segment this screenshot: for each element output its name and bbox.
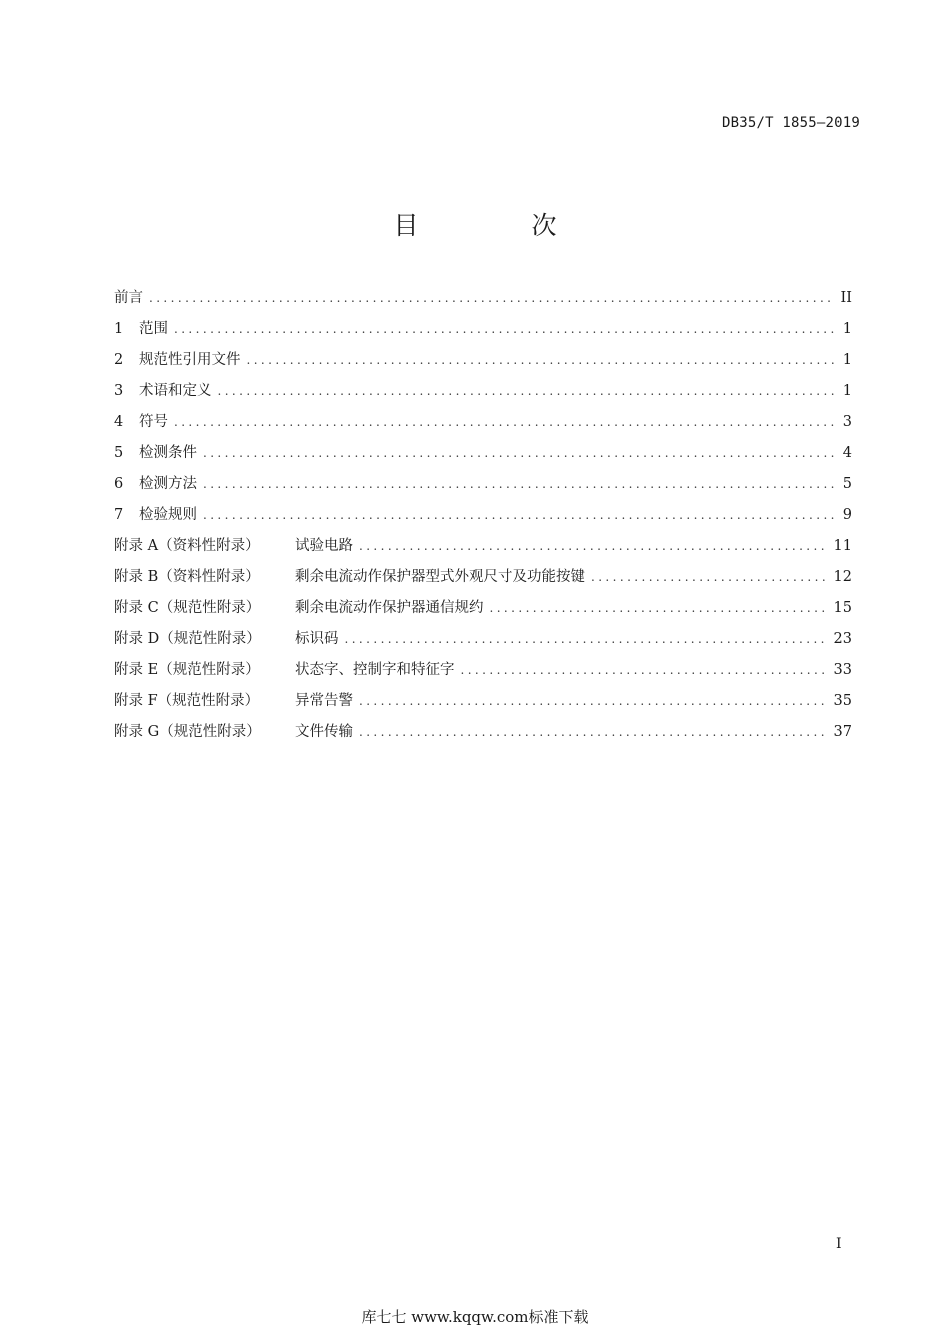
toc-entry-page: 11 (833, 538, 852, 554)
toc-leader-dots (218, 379, 835, 403)
toc-entry-title (114, 317, 168, 341)
toc-leader-dots (247, 348, 835, 372)
toc-entry-title (114, 410, 168, 434)
toc-entry-label: 剩余电流动作保护器通信规约 (295, 600, 484, 616)
toc-entry-title (114, 689, 353, 713)
page-number: I (836, 1236, 842, 1252)
toc-entry[interactable] (114, 534, 852, 565)
toc-entry-annex-prefix: 附录 G（规范性附录） (114, 724, 261, 740)
toc-entry-label: 剩余电流动作保护器型式外观尺寸及功能按键 (295, 569, 585, 585)
toc-entry[interactable] (114, 379, 852, 410)
toc-entry-page: 3 (842, 414, 852, 430)
toc-entry-page: II (840, 290, 852, 306)
toc-entry[interactable] (114, 565, 852, 596)
toc-entry-title (114, 596, 484, 620)
toc-entry-title (114, 348, 241, 372)
toc-entry-page: 9 (842, 507, 852, 523)
toc-entry-number: 1 (114, 321, 124, 337)
toc-entry-page: 15 (833, 600, 852, 616)
toc-entry-page: 12 (833, 569, 852, 585)
toc-entry[interactable] (114, 286, 852, 317)
toc-entry-title (114, 627, 339, 651)
toc-entry-label: 检验规则 (139, 507, 197, 523)
toc-entry-label: 术语和定义 (139, 383, 212, 399)
toc-entry-title (114, 441, 197, 465)
toc-entry[interactable] (114, 596, 852, 627)
toc-entry-number: 4 (114, 414, 124, 430)
toc-entry-title (114, 503, 197, 527)
toc-entry-label: 文件传输 (295, 724, 353, 740)
toc-entry-number: 3 (114, 383, 124, 399)
toc-entry-page: 1 (842, 383, 852, 399)
toc-leader-dots (591, 565, 826, 589)
toc-entry[interactable] (114, 441, 852, 472)
toc-entry-title (114, 286, 143, 310)
toc-entry-title (114, 565, 585, 589)
toc-entry-title (114, 534, 353, 558)
toc-leader-dots (203, 441, 834, 465)
toc-leader-dots (359, 689, 826, 713)
toc-entry-label: 状态字、控制字和特征字 (295, 662, 455, 678)
toc-entry-label: 规范性引用文件 (139, 352, 241, 368)
toc-leader-dots (149, 286, 833, 310)
toc-leader-dots (203, 472, 834, 496)
toc-leader-dots (359, 534, 826, 558)
toc-entry[interactable] (114, 503, 852, 534)
toc-entry-annex-prefix: 附录 E（规范性附录） (114, 662, 260, 678)
toc-entry[interactable] (114, 658, 852, 689)
toc-entry-annex-prefix: 附录 F（规范性附录） (114, 693, 260, 709)
toc-entry-label: 范围 (139, 321, 168, 337)
toc-entry-number: 6 (114, 476, 124, 492)
toc-leader-dots (359, 720, 826, 744)
toc-entry-label: 试验电路 (295, 538, 353, 554)
toc-entry-annex-prefix: 附录 A（资料性附录） (114, 538, 260, 554)
toc-entry[interactable] (114, 472, 852, 503)
toc-entry[interactable] (114, 627, 852, 658)
toc-entry[interactable] (114, 720, 852, 751)
toc-leader-dots (461, 658, 826, 682)
toc-title: 目 次 (393, 211, 601, 240)
toc-leader-dots (490, 596, 826, 620)
toc-leader-dots (174, 410, 834, 434)
toc-entry-title (114, 658, 455, 682)
toc-entry-annex-prefix: 附录 C（规范性附录） (114, 600, 261, 616)
toc-entry-page: 33 (833, 662, 852, 678)
toc-entry-page: 5 (842, 476, 852, 492)
toc-entry-number: 7 (114, 507, 124, 523)
toc-entry-title (114, 379, 212, 403)
toc-entry-page: 4 (842, 445, 852, 461)
toc-leader-dots (174, 317, 834, 341)
toc-entry-page: 1 (842, 321, 852, 337)
toc-entry-label: 标识码 (295, 631, 339, 647)
toc-entry-page: 37 (833, 724, 852, 740)
toc-entry-page: 35 (833, 693, 852, 709)
toc-entry-number: 2 (114, 352, 124, 368)
document-code: DB35/T 1855—2019 (721, 115, 860, 131)
footer-watermark: 库七七 www.kqqw.com标准下载 (361, 1308, 589, 1326)
toc-entry-page: 1 (842, 352, 852, 368)
toc-entry-title (114, 472, 197, 496)
toc-entry-title (114, 720, 353, 744)
table-of-contents (114, 286, 852, 751)
toc-entry-label: 检测方法 (139, 476, 197, 492)
toc-entry-label: 异常告警 (295, 693, 353, 709)
toc-entry-annex-prefix: 附录 B（资料性附录） (114, 569, 260, 585)
toc-entry-number: 5 (114, 445, 124, 461)
toc-entry-label: 符号 (139, 414, 168, 430)
toc-entry[interactable] (114, 410, 852, 441)
toc-leader-dots (203, 503, 834, 527)
toc-entry[interactable] (114, 689, 852, 720)
toc-entry[interactable] (114, 317, 852, 348)
toc-entry-page: 23 (833, 631, 852, 647)
toc-entry-label: 前言 (114, 290, 143, 306)
toc-entry-annex-prefix: 附录 D（规范性附录） (114, 631, 261, 647)
toc-entry-label: 检测条件 (139, 445, 197, 461)
toc-entry[interactable] (114, 348, 852, 379)
toc-leader-dots (345, 627, 826, 651)
